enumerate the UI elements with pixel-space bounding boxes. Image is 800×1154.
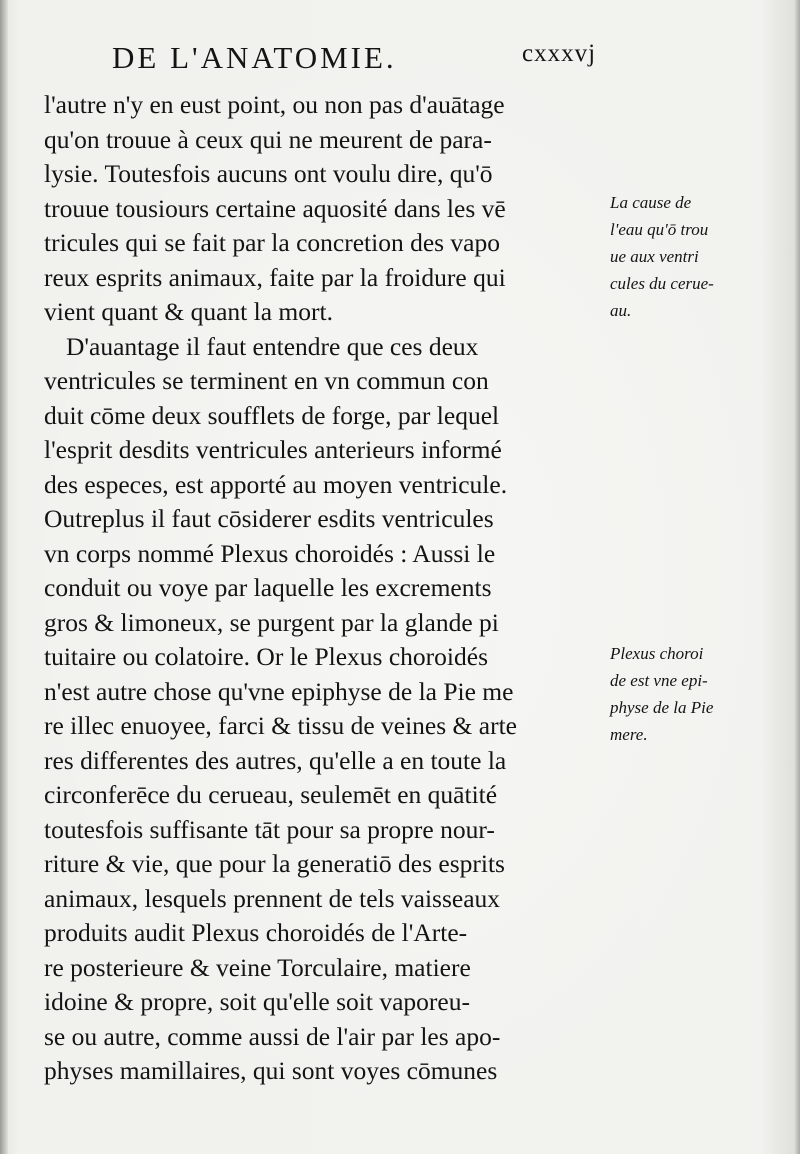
text-line: vn corps nommé Plexus choroidés : Aussi le [44,538,496,568]
text-line: n'est autre chose qu'vne epiphyse de la Pie me [44,676,514,706]
text-line: l'autre n'y en eust point, ou non pas d'auātage [44,90,505,119]
text-line: produits audit Plexus choroidés de l'Arte- [44,918,468,947]
margin-note-cause-of-water [610,189,714,324]
page-left-edge [0,0,8,1154]
text-line: riture & vie, que pour la generatiō des esprits [44,849,505,878]
text-line: physes mamillaires, qui sont voyes cōmunes [44,1056,498,1085]
margin-note-line: cules du cerue- [610,274,714,293]
text-line: se ou autre, comme aussi de l'air par les apo- [44,1021,501,1051]
text-line: re posterieure & veine Torculaire, matiere [44,952,471,982]
margin-note-line: au. [610,301,632,320]
text-line: trouue tousiours certaine aquosité dans les vē [44,193,506,223]
text-line: idoine & propre, soit qu'elle soit vaporeu- [44,987,470,1016]
folio-number: cxxxvj [522,40,597,67]
margin-note-line: l'eau qu'ō trou [610,220,709,239]
text-line: l'esprit desdits ventricules anterieurs informé [44,435,502,464]
text-line: gros & limoneux, se purgent par la glande pi [44,607,499,637]
text-line: circonferēce du cerueau, seulemēt en quātité [44,780,498,809]
text-line: conduit ou voye par laquelle les excrements [44,573,492,602]
text-line: duit cōme deux soufflets de forge, par lequel [44,400,500,430]
text-line: des especes, est apporté au moyen ventricule. [44,469,508,499]
page-right-edge [794,0,800,1154]
text-line: toutesfois suffisante tāt pour sa propre nour- [44,814,495,844]
margin-note-plexus-choroides [610,640,713,748]
margin-note-line: Plexus choroi [610,644,704,663]
text-line: vient quant & quant la mort. [44,297,333,326]
text-line: ventricules se terminent en vn commun con [44,366,489,395]
text-line: Outreplus il faut cōsiderer esdits ventricules [44,504,494,533]
text-line: tricules qui se fait par la concretion des vapo [44,228,500,257]
body-text [44,88,609,1089]
paragraph-start-line: D'auantage il faut entendre que ces deux [66,331,479,361]
margin-note-line: La cause de [610,193,692,212]
margin-note-line: ue aux ventri [610,247,699,266]
text-line: res differentes des autres, qu'elle a en toute la [44,745,507,775]
margin-note-line: mere. [610,725,648,744]
running-head-title: DE L'ANATOMIE. [112,40,397,75]
margin-note-line: de est vne epi- [610,671,708,690]
text-line: re illec enuoyee, farci & tissu de veines & arte [44,711,517,740]
text-line: reux esprits animaux, faite par la froidure qui [44,262,506,292]
text-line: animaux, lesquels prennent de tels vaisseaux [44,883,501,913]
text-line: qu'on trouue à ceux qui ne meurent de para- [44,124,492,154]
text-line: tuitaire ou colatoire. Or le Plexus choroidés [44,642,488,671]
text-line: lysie. Toutesfois aucuns ont voulu dire, qu'ō [44,159,493,188]
margin-note-line: physe de la Pie [610,698,714,717]
